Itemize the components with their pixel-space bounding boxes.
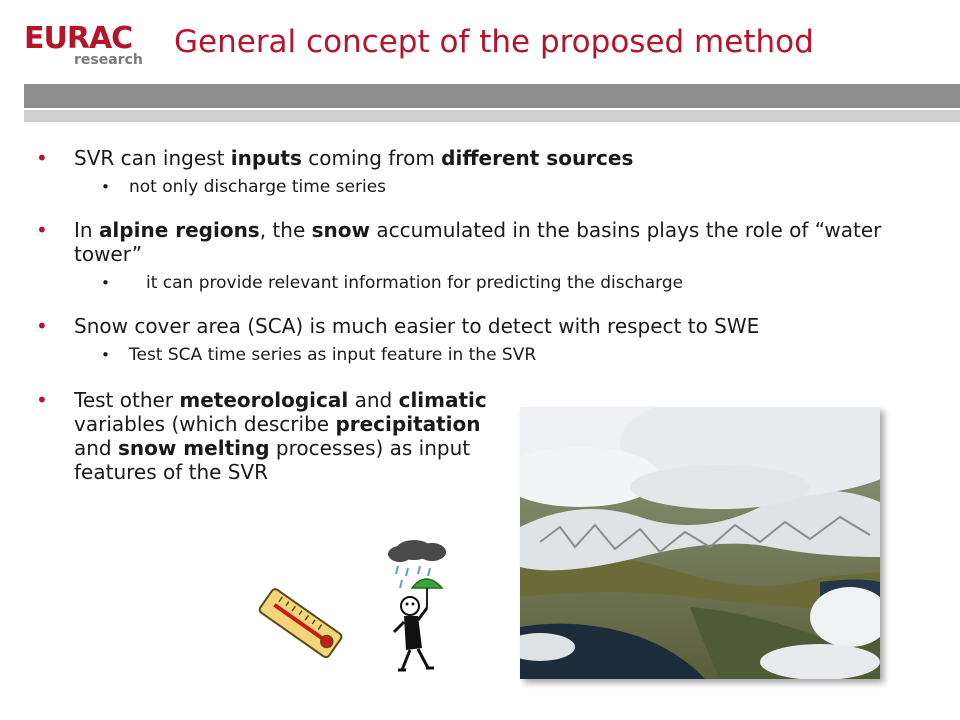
text-segment: processes) as input features of the SVR: [74, 436, 471, 484]
text-segment: and: [348, 388, 399, 412]
logo-sub-text: research: [74, 52, 143, 68]
bullet-1: [36, 146, 916, 170]
logo-main-text: EURAC: [24, 21, 133, 56]
sub-bullet-3: • Test SCA time series as input feature in the SVR: [36, 344, 916, 366]
bullet-4: [36, 388, 494, 484]
header-band-light: [24, 110, 960, 122]
text-segment: Test other: [74, 388, 180, 412]
slide-title: General concept of the proposed method: [174, 24, 814, 60]
text-segment: SVR can ingest: [74, 146, 231, 170]
satellite-image-alps: [520, 407, 880, 679]
text-segment: , the: [259, 218, 312, 242]
text-bold: snow: [311, 218, 370, 242]
thermometer-icon: [250, 584, 350, 664]
text-bold: precipitation: [335, 412, 481, 436]
text-bold: climatic: [398, 388, 487, 412]
text-segment: coming from: [301, 146, 442, 170]
umbrella-rain-figure-icon: [384, 536, 454, 676]
bullet-2: [36, 218, 916, 266]
text-bold: alpine regions: [98, 218, 260, 242]
eurac-logo: [24, 22, 164, 72]
text-segment: variables (which describe: [74, 412, 336, 436]
text-segment: accumulated in the basins plays the role of “water tower”: [74, 218, 882, 266]
sub-bullet-1: • not only discharge time series: [36, 176, 916, 198]
bullet-3: • Snow cover area (SCA) is much easier to detect with respect to SWE: [36, 314, 916, 338]
text-bold: inputs: [230, 146, 302, 170]
text-segment: In: [74, 218, 99, 242]
header-band-dark: [24, 84, 960, 108]
text-bold: snow melting: [117, 436, 270, 460]
text-segment: and: [74, 436, 118, 460]
sub-bullet-2: • it can provide relevant information for predicting the discharge: [36, 272, 916, 294]
text-bold: meteorological: [179, 388, 349, 412]
text-bold: different sources: [441, 146, 634, 170]
